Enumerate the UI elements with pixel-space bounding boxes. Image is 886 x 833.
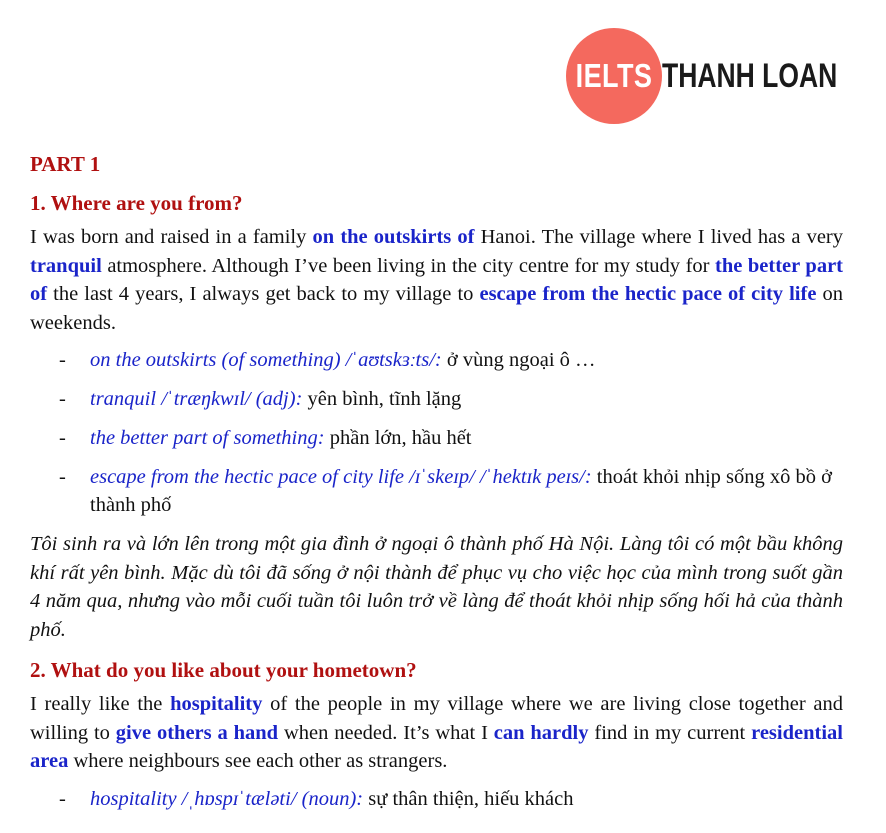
highlight-phrase: tranquil [30, 254, 102, 277]
answer-text: the last 4 years, I always get back to my village to [47, 283, 480, 305]
list-dash: - [59, 349, 66, 371]
vocab-meaning: sự thân thiện, hiếu khách [363, 787, 574, 810]
question-1-title: 1. Where are you from? [30, 191, 243, 215]
highlight-phrase: on the outskirts of [312, 226, 475, 248]
vocab-term: escape from the hectic pace of city life /ɪˈskeɪp/ /ˈhektɪk peɪs/: [90, 466, 592, 488]
highlight-phrase: residential area [30, 721, 843, 772]
answer-text: where neighbours see each other as strangers. [68, 750, 448, 772]
vocab-meaning: phần lớn, hầu hết [324, 427, 472, 449]
vocab-term: tranquil /ˈtræŋkwɪl/ (adj): [90, 388, 303, 410]
vocab-term: hospitality /ˌhɒspɪˈtæləti/ (noun): [90, 787, 364, 810]
highlight-phrase: escape from the hectic pace of city life [479, 283, 817, 305]
vocab-item [30, 463, 843, 519]
list-dash: - [59, 466, 66, 488]
vocab-term: on the outskirts (of something) /ˈaʊtskɜːts/: [90, 349, 442, 371]
vocab-item [30, 385, 843, 413]
vocab-meaning: ở vùng ngoại ô … [441, 349, 596, 371]
document-content [30, 149, 843, 824]
vocab-item [30, 785, 843, 813]
answer-text: on weekends. [30, 283, 844, 334]
part-title: PART 1 [30, 152, 101, 176]
answer-text: atmosphere. Although I’ve been living in the city centre for my study for [101, 254, 716, 277]
answer-text: of the people in my village where we are living close together and willing to [30, 693, 843, 744]
list-dash: - [59, 427, 66, 449]
answer-text: I was born and raised in a family [30, 226, 313, 248]
vocab-term: the better part of something: [90, 427, 325, 449]
question-2-title: 2. What do you like about your hometown? [30, 658, 417, 682]
question-2-vocab-list [30, 785, 843, 813]
list-dash: - [59, 787, 66, 810]
logo-ielts-text: IELTS [575, 57, 653, 94]
list-dash: - [59, 388, 66, 410]
answer-text: Hanoi. The village where I lived has a very [474, 226, 843, 248]
ielts-thanh-loan-logo [566, 28, 856, 124]
question-1-answer [30, 223, 843, 337]
highlight-phrase: give others a hand [115, 721, 279, 744]
question-1-translation: Tôi sinh ra và lớn lên trong một gia đình ở ngoại ô thành phố Hà Nội. Làng tôi có một bầu không khí rất yên bình. Mặc dù tôi đã sống ở nội thành để phục vụ cho việc học của mình trong suốt gần 4 năm qua, nhưng vào mỗi cuối tuần tôi luôn trở về làng để thoát khỏi nhịp sống hối hả của thành phố. [30, 533, 843, 641]
question-1-vocab-list [30, 346, 843, 519]
highlight-phrase: hospitality [170, 693, 263, 715]
vocab-item [30, 346, 843, 374]
logo-brand-name: THANH LOAN [662, 57, 838, 95]
answer-text: find in my current [588, 721, 752, 744]
highlight-phrase: the better part of [30, 254, 843, 305]
answer-text: when needed. It’s what I [278, 721, 494, 744]
vocab-item [30, 424, 843, 452]
vocab-meaning: thoát khỏi nhịp sống xô bồ ở thành phố [90, 466, 832, 516]
question-2-answer [30, 690, 843, 776]
highlight-phrase: can hardly [493, 721, 589, 744]
vocab-meaning: yên bình, tĩnh lặng [302, 388, 462, 410]
answer-text: I really like the [30, 693, 171, 715]
